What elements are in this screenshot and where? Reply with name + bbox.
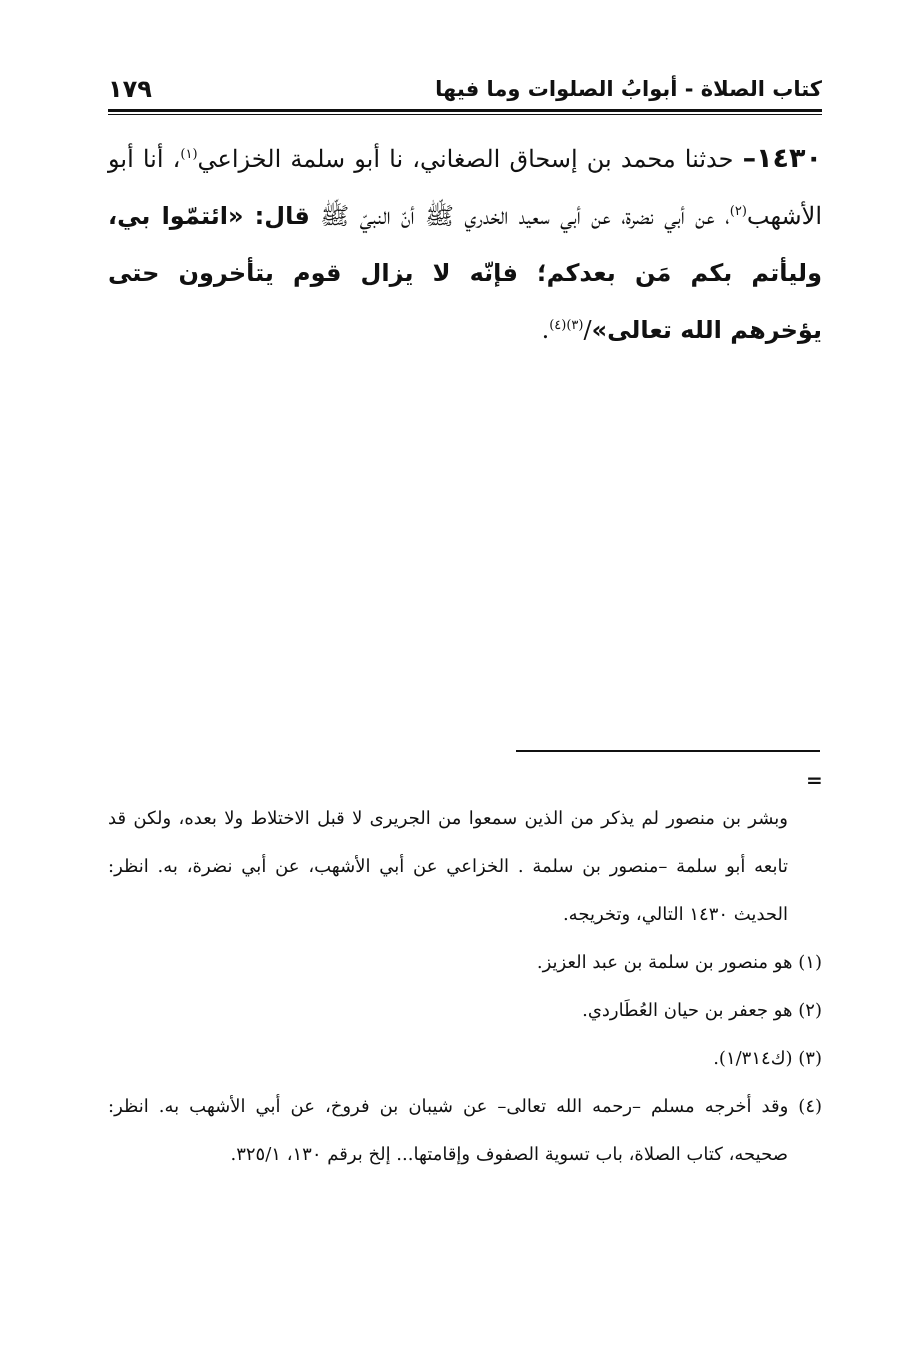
- footnote-ref-2: (٢): [729, 204, 747, 219]
- hadith-matn: قال: «ائتمّوا بي، وليأتم بكم مَن بعدكم؛ فإنّه لا يزال قوم يتأخرون حتى يؤخرهم الله تعالى»: [108, 202, 822, 344]
- hadith-paragraph: [108, 130, 822, 359]
- running-header: [108, 72, 822, 106]
- footnote-separator: [516, 750, 820, 752]
- footnote-3: (٣) (ك١/٣١٤).: [713, 1048, 822, 1069]
- hadith-number: ١٤٣٠–: [742, 143, 822, 174]
- hadith-chain-1: حدثنا محمد بن إسحاق الصغاني، نا أبو سلمة الخزاعي: [197, 145, 743, 173]
- hadith-chain-3: ، عن أبي نضرة، عن أبي سعيد الخدري ﷺ أنّ النبيّ ﷺ: [309, 202, 730, 230]
- running-title: كتاب الصلاة - أبوابُ الصلوات وما فيها: [435, 77, 822, 101]
- header-rule-thin: [108, 114, 822, 115]
- hadith-body: [108, 130, 822, 359]
- page-number: ١٧٩: [108, 75, 152, 103]
- hadith-chain-2: ، أنا أبو الأشهب: [108, 145, 823, 230]
- manuscript-marker: /: [583, 316, 592, 344]
- footnote-continuation: وبشر بن منصور لم يذكر من الذين سمعوا من الجريرى لا قبل الاختلاط ولا بعده، ولكن قد تابعه أبو سلمة –منصور بن سلمة . الخزاعي عن أبي الأشهب، عن أبي نضرة، به. انظر: الحديث ١٤٣٠ التالي، وتخريجه.: [108, 808, 788, 925]
- footnote-2: (٢) هو جعفر بن حيان العُطَاردي.: [582, 1000, 822, 1021]
- hadith-end: .: [541, 316, 550, 344]
- footnote-4: (٤) وقد أخرجه مسلم –رحمه الله تعالى– عن شيبان بن فروخ، عن أبي الأشهب به. انظر: صحيحه، كتاب الصلاة، باب تسوية الصفوف وإقامتها... إلخ برقم ١٣٠، ٣٢٥/١.: [108, 1096, 823, 1165]
- footnote-1: (١) هو منصور بن سلمة بن عبد العزيز.: [536, 952, 822, 973]
- footnote-continuation-mark: =: [806, 768, 823, 792]
- header-rule-thick: [108, 109, 822, 112]
- footnote-ref-3-4: (٣)(٤): [549, 318, 584, 333]
- footnotes: [108, 795, 822, 1179]
- footnote-ref-1: (١): [180, 147, 198, 162]
